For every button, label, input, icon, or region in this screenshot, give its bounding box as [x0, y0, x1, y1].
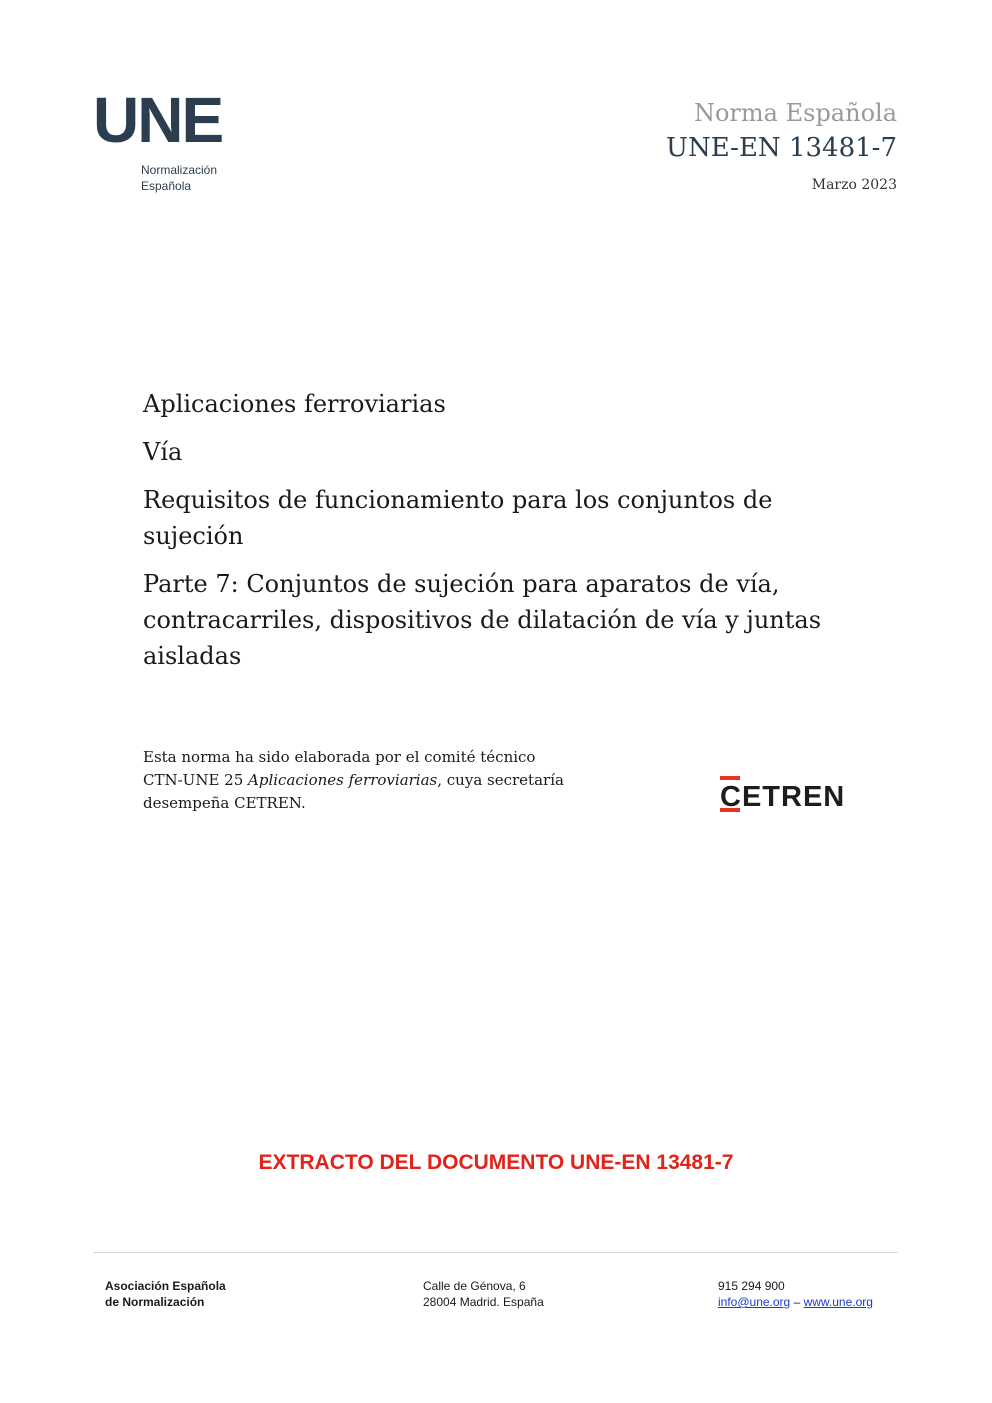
committee-statement — [143, 746, 643, 815]
une-logo-subtitle — [141, 162, 243, 194]
title-line: Aplicaciones ferroviarias — [143, 390, 446, 418]
norma-label: Norma Española — [693, 99, 897, 127]
footer-org-line-2: de Normalización — [105, 1295, 205, 1309]
title-line: Vía — [143, 438, 183, 466]
footer-divider — [93, 1252, 898, 1253]
une-logo-mark — [93, 88, 233, 148]
cetren-top-bar — [720, 776, 740, 780]
cetren-logo-mark — [720, 776, 865, 816]
publication-date: Marzo 2023 — [811, 177, 897, 193]
footer-address — [423, 1278, 544, 1310]
cetren-wordmark: CETREN — [720, 781, 846, 813]
document-titles — [143, 386, 873, 686]
title-line: Requisitos de funcionamiento para los conjuntos de sujeción — [143, 486, 773, 550]
une-logo-wordmark: UNE — [93, 88, 223, 148]
footer-links — [718, 1294, 873, 1310]
committee-name: Aplicaciones ferroviarias — [248, 771, 438, 789]
footer-contact — [718, 1278, 873, 1310]
une-logo — [93, 88, 243, 194]
standard-header — [666, 98, 897, 194]
committee-secretariat: , cuya secretaría — [437, 771, 564, 789]
committee-line-1: Esta norma ha sido elaborada por el comité técnico — [143, 748, 536, 766]
cetren-logo — [720, 776, 865, 820]
committee-line-3: desempeña CETREN. — [143, 794, 306, 812]
footer-org-line-1: Asociación Española — [105, 1279, 226, 1293]
committee-line-2 — [143, 769, 643, 792]
footer-phone: 915 294 900 — [718, 1279, 785, 1293]
title-line: Parte 7: Conjuntos de sujeción para aparatos de vía, contracarriles, dispositivos de dilatación de vía y juntas aisladas — [143, 570, 822, 670]
footer-link-separator: – — [790, 1295, 804, 1309]
footer-address-line-1: Calle de Génova, 6 — [423, 1279, 526, 1293]
email-link[interactable]: info@une.org — [718, 1295, 791, 1309]
logo-sub-line-1: Normalización — [141, 163, 218, 177]
website-link[interactable]: www.une.org — [803, 1295, 873, 1309]
footer-organization — [105, 1278, 226, 1310]
footer-address-line-2: 28004 Madrid. España — [423, 1295, 544, 1309]
committee-code: CTN-UNE 25 — [143, 771, 249, 789]
standard-code: UNE-EN 13481-7 — [666, 133, 897, 163]
logo-sub-line-2: Española — [141, 179, 192, 193]
extract-notice: EXTRACTO DEL DOCUMENTO UNE-EN 13481-7 — [258, 1151, 734, 1174]
